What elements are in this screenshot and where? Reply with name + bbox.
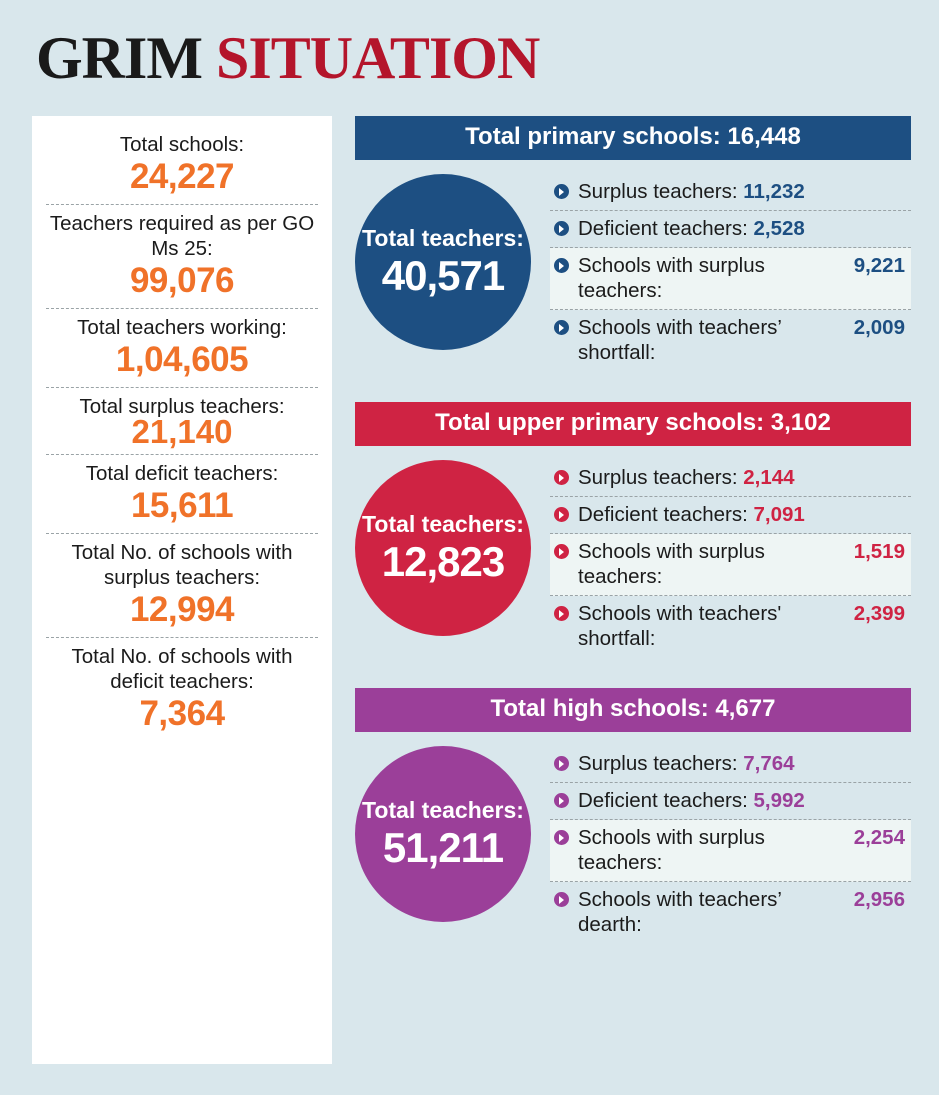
section-primary-schools	[355, 116, 911, 386]
summary-item-value: 15,611	[130, 486, 234, 525]
list-item-label: Surplus teachers:	[578, 752, 738, 775]
summary-item-label	[46, 394, 318, 450]
section-heading: Total high schools: 4,677	[355, 688, 911, 732]
total-teachers-circle	[355, 460, 531, 636]
sections-column	[355, 116, 911, 974]
list-item-value: 5,992	[753, 789, 805, 812]
list-item	[550, 820, 911, 882]
list-item-value: 1,519	[853, 540, 905, 563]
section-upper-primary-schools	[355, 402, 911, 672]
list-item-label: Schools with teachers’ shortfall:	[578, 316, 782, 364]
list-item-label: Surplus teachers:	[578, 180, 738, 203]
list-item-label: Schools with surplus teachers:	[578, 254, 765, 302]
arrow-bullet-icon	[554, 221, 569, 236]
list-item-label: Surplus teachers:	[578, 466, 738, 489]
summary-item-label: Total No. of schools with surplus teachers:	[71, 541, 293, 589]
summary-panel	[32, 116, 332, 1064]
list-item	[550, 596, 911, 657]
total-teachers-circle	[355, 746, 531, 922]
list-item	[550, 310, 911, 371]
list-item-value: 2,956	[853, 888, 905, 911]
list-item-value: 7,091	[753, 503, 805, 526]
list-item-label: Schools with surplus teachers:	[578, 826, 765, 874]
summary-item	[46, 126, 318, 205]
arrow-bullet-icon	[554, 470, 569, 485]
arrow-bullet-icon	[554, 544, 569, 559]
circle-value: 12,823	[381, 537, 505, 585]
arrow-bullet-icon	[554, 756, 569, 771]
section-heading: Total primary schools: 16,448	[355, 116, 911, 160]
summary-item-value: 1,04,605	[115, 340, 249, 379]
list-item-value: 2,399	[853, 602, 905, 625]
summary-item-value: 99,076	[129, 261, 235, 300]
list-item	[550, 497, 911, 534]
summary-item	[46, 205, 318, 309]
page-title	[36, 24, 539, 93]
list-item	[550, 882, 911, 943]
list-item-label: Deficient teachers:	[578, 503, 748, 526]
summary-item-label: Total schools:	[119, 133, 245, 156]
circle-label: Total teachers:	[362, 796, 524, 823]
arrow-bullet-icon	[554, 606, 569, 621]
section-body	[355, 174, 911, 386]
summary-item-value: 24,227	[129, 157, 235, 196]
list-item-value: 9,221	[853, 254, 905, 277]
summary-item	[46, 638, 318, 741]
list-item-value: 7,764	[743, 752, 795, 775]
list-item	[550, 460, 911, 497]
list-item	[550, 534, 911, 596]
circle-label: Total teachers:	[362, 224, 524, 251]
stat-list	[550, 460, 911, 657]
list-item	[550, 174, 911, 211]
list-item-label: Schools with teachers' shortfall:	[578, 602, 782, 650]
arrow-bullet-icon	[554, 320, 569, 335]
summary-item-value: 21,140	[131, 413, 233, 450]
section-body	[355, 746, 911, 958]
list-item-value: 2,144	[743, 466, 795, 489]
summary-item	[46, 534, 318, 638]
summary-item-label: Total teachers working:	[77, 316, 287, 339]
arrow-bullet-icon	[554, 184, 569, 199]
summary-item	[46, 309, 318, 388]
arrow-bullet-icon	[554, 258, 569, 273]
list-item-label: Deficient teachers:	[578, 217, 748, 240]
summary-item	[46, 455, 318, 534]
arrow-bullet-icon	[554, 830, 569, 845]
arrow-bullet-icon	[554, 892, 569, 907]
list-item	[550, 211, 911, 248]
list-item-value: 11,232	[743, 180, 805, 203]
list-item	[550, 783, 911, 820]
circle-value: 51,211	[382, 823, 504, 871]
arrow-bullet-icon	[554, 793, 569, 808]
list-item	[550, 248, 911, 310]
list-item-value: 2,254	[853, 826, 905, 849]
summary-item-value: 12,994	[129, 590, 235, 629]
page-title-part2: SITUATION	[215, 25, 540, 91]
page-title-part1: GRIM	[36, 25, 202, 91]
section-high-schools	[355, 688, 911, 958]
summary-item-label: Total No. of schools with deficit teachers:	[71, 645, 293, 693]
section-body	[355, 460, 911, 672]
circle-value: 40,571	[381, 251, 505, 299]
summary-item	[46, 388, 318, 455]
total-teachers-circle	[355, 174, 531, 350]
list-item-label: Schools with teachers’ dearth:	[578, 888, 782, 936]
arrow-bullet-icon	[554, 507, 569, 522]
list-item	[550, 746, 911, 783]
list-item-value: 2,009	[853, 316, 905, 339]
section-heading: Total upper primary schools: 3,102	[355, 402, 911, 446]
circle-label: Total teachers:	[362, 510, 524, 537]
list-item-label: Schools with surplus teachers:	[578, 540, 765, 588]
list-item-value: 2,528	[753, 217, 805, 240]
summary-item-value: 7,364	[139, 694, 225, 733]
stat-list	[550, 746, 911, 943]
summary-item-label-text: Total surplus teachers:	[79, 395, 285, 418]
summary-item-label: Total deficit teachers:	[85, 462, 279, 485]
list-item-label: Deficient teachers:	[578, 789, 748, 812]
summary-item-label: Teachers required as per GO Ms 25:	[49, 212, 315, 260]
stat-list	[550, 174, 911, 371]
